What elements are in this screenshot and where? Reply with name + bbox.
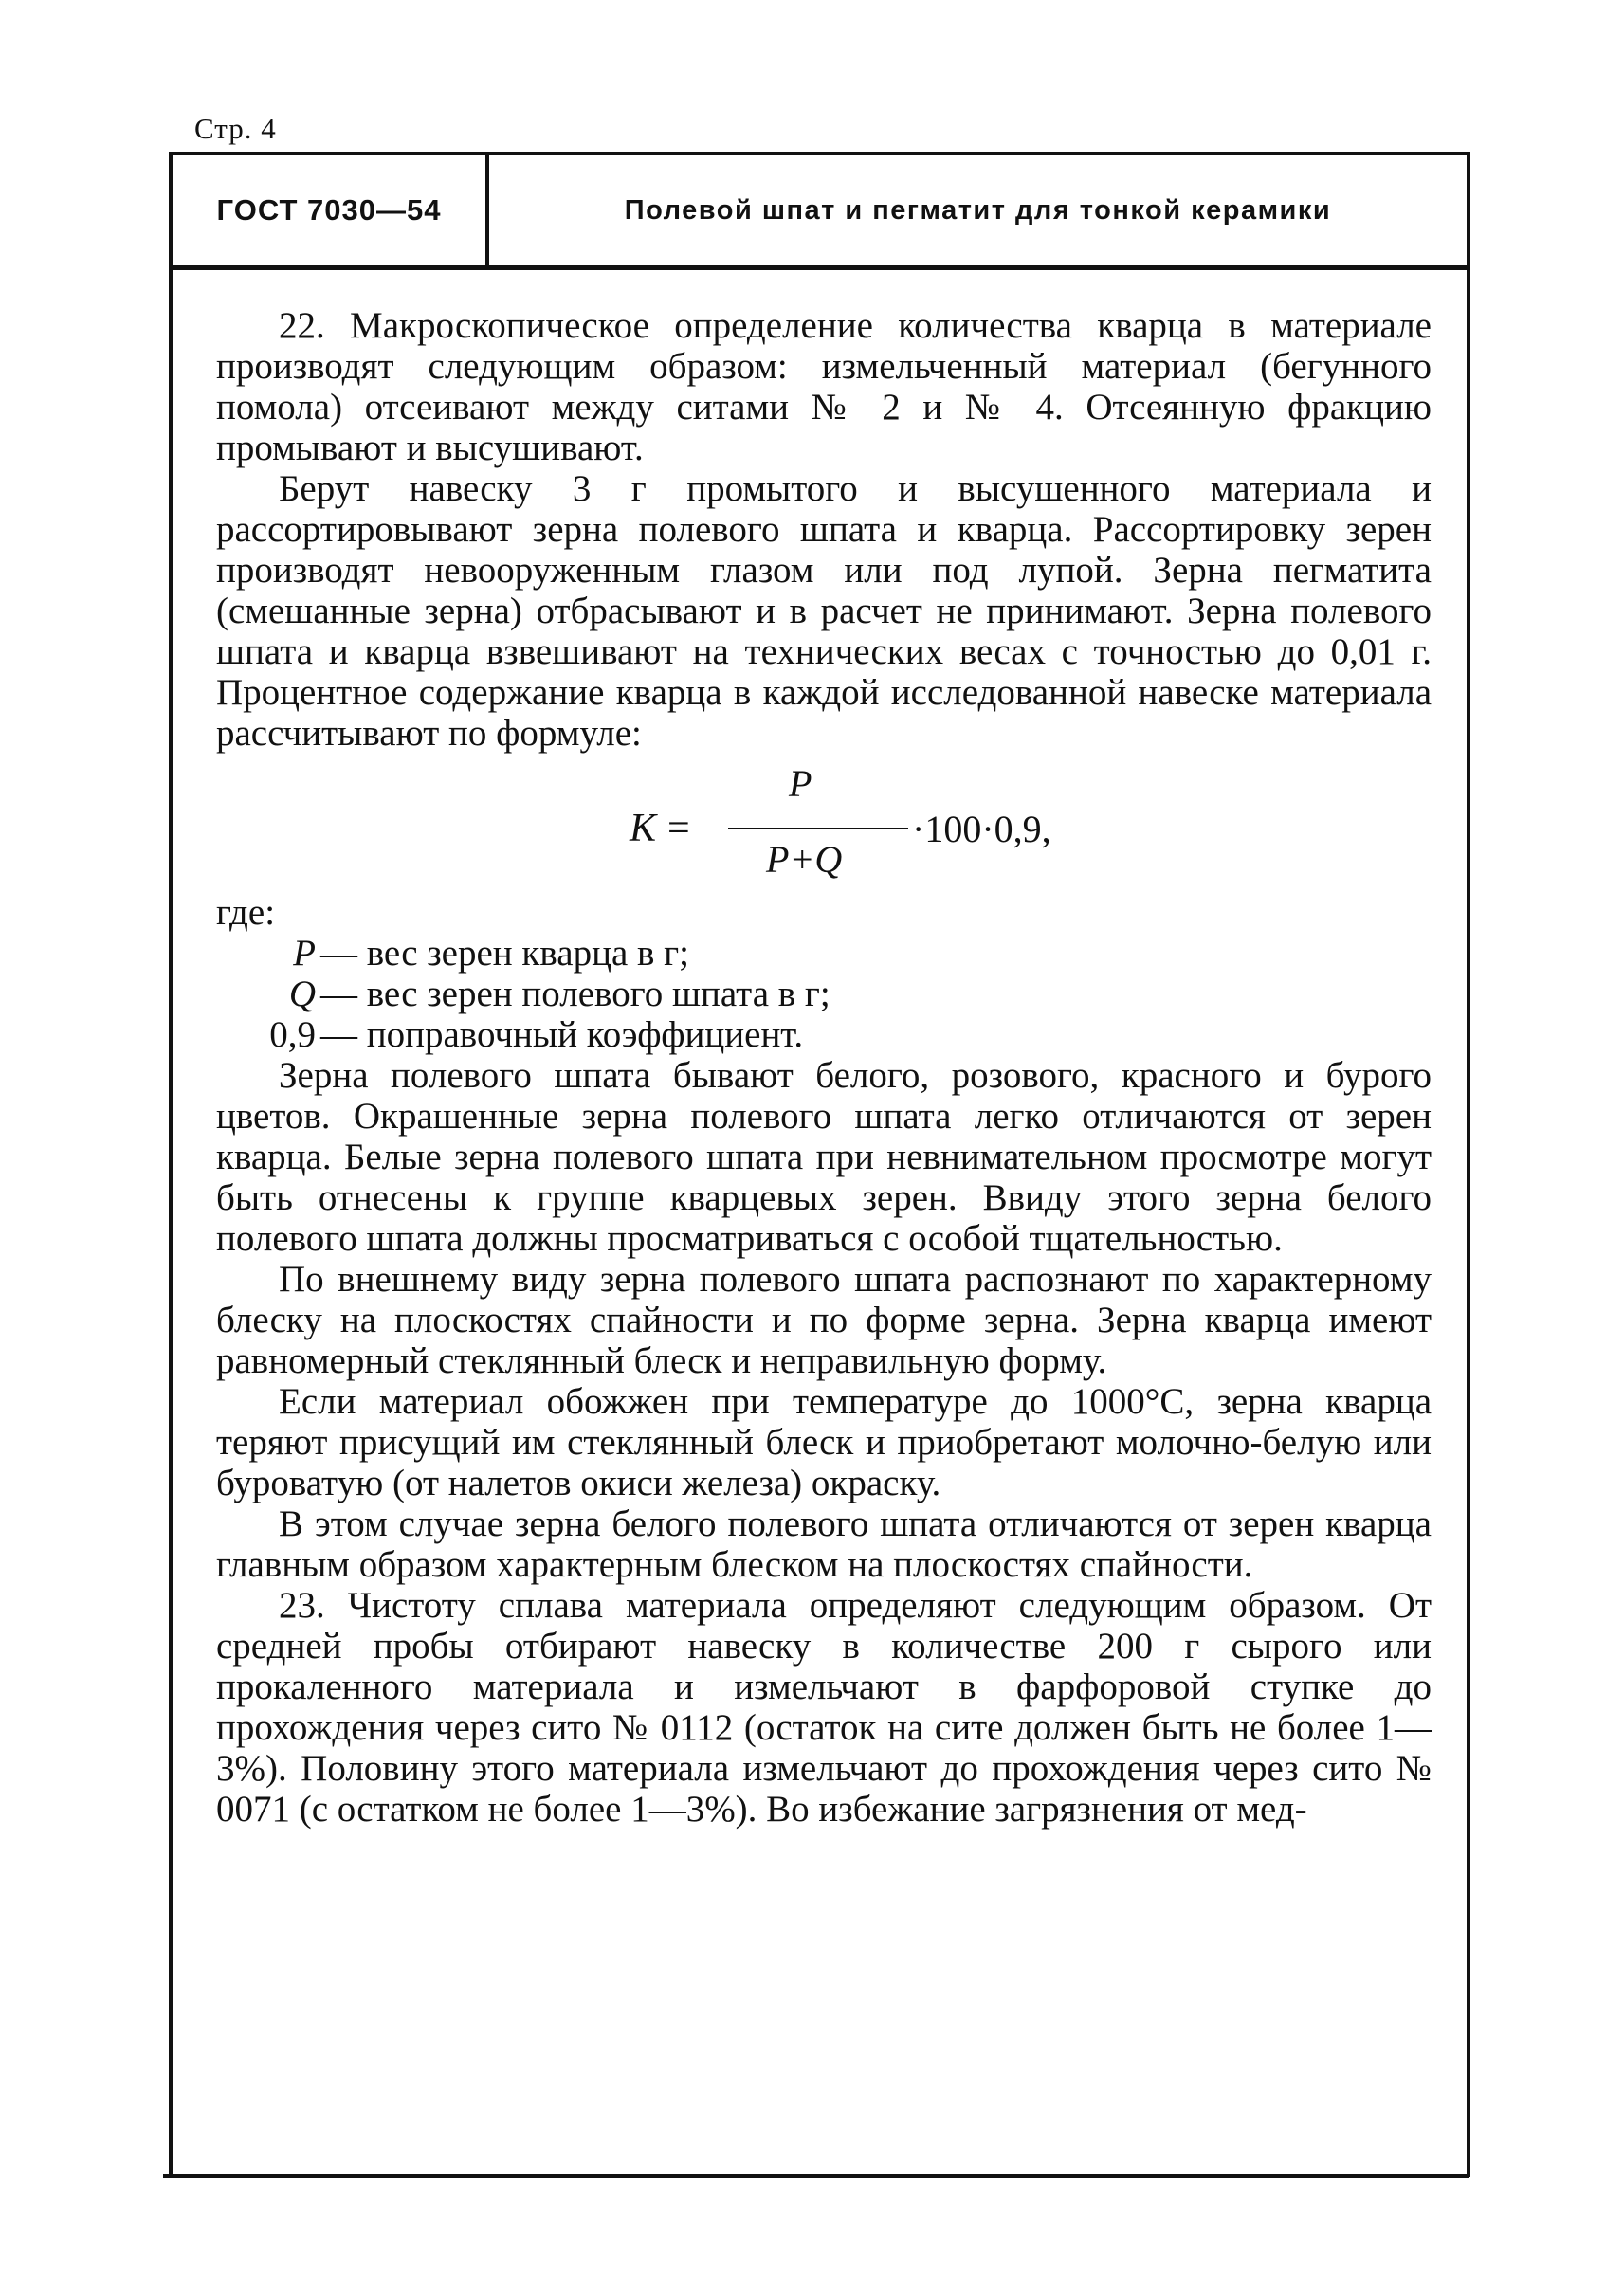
fraction-bar — [728, 828, 908, 829]
formula-equals: = — [667, 807, 690, 850]
paragraph-23: 23. Чистоту сплава материала определяют следующим образом. От средней пробы отбирают навеску в количестве 200 г сырого или прокаленного материала и измельчают в фарфоровой ступке до прохождения через сито № 0112 (остаток на сите должен быть не более 1—3%). Половину этого материала измельчают до прохождения через сито № 0071 (с остатком не более 1—3%). Во избежание загрязнения от мед- — [216, 1585, 1432, 1830]
formula-numerator: P — [789, 762, 812, 805]
paragraph-weighing: Берут навеску 3 г промытого и высушенного материала и рассортировывают зерна полевого шпата и кварца. Рассортировку зерен производят невооруженным глазом или под лупой. Зерна пегматита (смешанные зерна) отбрасывают и в расчет не принимают. Зерна полевого шпата и кварца взвешивают на технических весах с точностью до 0,01 г. Процентное содержание кварца в каждой исследованной навеске материала рассчитывают по формуле: — [216, 468, 1432, 754]
where-label: где: — [216, 892, 276, 933]
formula-lhs: K — [630, 807, 657, 850]
legend-symbol: 0,9 — [269, 1014, 316, 1055]
paragraph-22: 22. Макроскопическое определение количества кварца в материале производят следующим образом: измельченный материал (бегунного помола) отсеивают между ситами № 2 и № 4. Отсеянную фракцию промывают и высушивают. — [216, 305, 1432, 468]
page-number: Стр. 4 — [194, 112, 277, 145]
legend-description: — вес зерен полевого шпата в г; — [320, 974, 830, 1014]
paragraph-fired: Если материал обожжен при температуре до 1000°С, зерна кварца теряют присущий им стеклянный блеск и приобретают молочно-белую или буроватую (от налетов окиси железа) окраску. — [216, 1381, 1432, 1503]
formula-denominator: P+Q — [766, 838, 843, 881]
body-text — [216, 305, 1432, 1830]
quartz-formula — [216, 759, 1432, 892]
paragraph-case: В этом случае зерна белого полевого шпата отличаются от зерен кварца главным образом характерным блеском на плоскостях спайности. — [216, 1503, 1432, 1585]
standard-number: ГОСТ 7030—54 — [173, 155, 489, 265]
document-title: Полевой шпат и пегматит для тонкой керамики — [624, 194, 1332, 226]
document-header — [173, 155, 1467, 270]
formula-multiplier: ·100·0,9, — [912, 808, 1051, 850]
legend-item — [216, 933, 1432, 974]
paragraph-appearance: По внешнему виду зерна полевого шпата распознают по характерному блеску на плоскостях спайности и по форме зерна. Зерна кварца имеют равномерный стеклянный блеск и неправильную форму. — [216, 1259, 1432, 1381]
legend-symbol: P — [293, 933, 316, 974]
paragraph-colors: Зерна полевого шпата бывают белого, розового, красного и бурого цветов. Окрашенные зерна полевого шпата легко отличаются от зерен кварца. Белые зерна полевого шпата при невнимательном просмотре могут быть отнесены к группе кварцевых зерен. Ввиду этого зерна белого полевого шпата должны просматриваться с особой тщательностью. — [216, 1055, 1432, 1259]
frame-bottom-rule — [163, 2174, 1469, 2178]
legend-description: — поправочный коэффициент. — [320, 1014, 804, 1055]
legend-description: — вес зерен кварца в г; — [320, 933, 690, 974]
legend-item — [216, 974, 1432, 1014]
legend-symbol: Q — [288, 974, 316, 1014]
legend-item — [216, 1014, 1432, 1055]
